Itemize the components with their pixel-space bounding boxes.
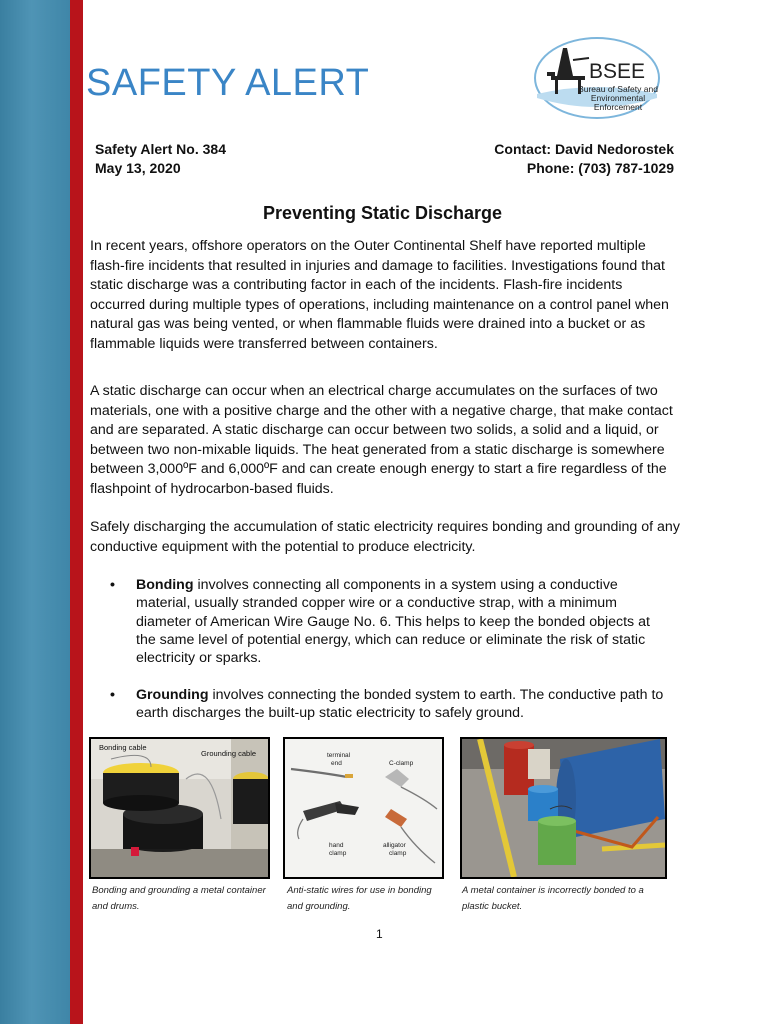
svg-text:Enforcement: Enforcement <box>593 102 643 112</box>
svg-text:C-clamp: C-clamp <box>389 760 414 767</box>
alert-meta-right <box>462 140 674 178</box>
bsee-logo <box>533 36 661 120</box>
figure-caption: A metal container is incorrectly bonded to a plastic bucket. <box>462 885 644 912</box>
page-number: 1 <box>376 927 383 941</box>
bullet-body: involves connecting all components in a system using a conductive material, usually stranded copper wire or a conductive strap, with a minimum diameter of American Wire Gauge No. 6. This helps to keep the bonded objects at the same level of potential energy, which can reduce or eliminate the risk of static electricity or sparks. <box>136 577 650 667</box>
contact-phone: Phone: (703) 787-1029 <box>526 160 674 176</box>
svg-text:end: end <box>331 760 342 767</box>
alert-number: Safety Alert No. 384 <box>95 141 226 157</box>
svg-text:hand: hand <box>329 842 344 849</box>
figure-caption: Bonding and grounding a metal container and drums. <box>92 885 266 912</box>
alert-date: May 13, 2020 <box>95 160 181 176</box>
figure-caption: Anti-static wires for use in bonding and grounding. <box>287 885 432 912</box>
document-title: SAFETY ALERT <box>86 62 370 104</box>
bullet-body: involves connecting the bonded system to earth. The conductive path to earth discharges the built-up static electricity to safely ground. <box>136 687 664 722</box>
sidebar-red-stripe <box>70 0 83 1024</box>
alert-meta-left <box>95 140 226 178</box>
bullet-bonding <box>110 576 670 667</box>
sidebar-blue-band <box>0 0 70 1024</box>
svg-text:Grounding cable: Grounding cable <box>201 749 257 758</box>
paragraph-static-discharge: A static discharge can occur when an electrical charge accumulates on the surfaces of two materials, one with a positive charge and the other with a negative charge, that make contact and are separated. A static discharge can occur between two solids, a solid and a liquid, or between two non-mixable liquids. The heat generated from a static discharge is somewhere between 3,000ºF and 6,000ºF and can create enough energy to start a fire regardless of the flashpoint of hydrocarbon-based fluids. <box>90 383 673 497</box>
svg-text:alligator: alligator <box>383 842 406 849</box>
section-heading: Preventing Static Discharge <box>262 203 503 223</box>
bullet-dot: • <box>110 687 115 703</box>
bullet-dot: • <box>110 577 115 593</box>
photo-incorrect-bonding <box>460 737 667 879</box>
bullet-term: Bonding <box>136 577 194 593</box>
svg-text:terminal: terminal <box>327 752 351 759</box>
photo-antistatic-wires <box>283 737 444 879</box>
photo-bonding-drums <box>89 737 270 879</box>
paragraph-discharging: Safely discharging the accumulation of static electricity requires bonding and grounding of any conductive equipment with the potential to produce electricity. <box>90 519 680 555</box>
svg-text:Bureau of Safety and: Bureau of Safety and <box>578 84 658 94</box>
svg-text:clamp: clamp <box>329 850 347 857</box>
svg-text:BSEE: BSEE <box>589 60 646 83</box>
bullet-grounding <box>110 686 670 723</box>
bullet-term: Grounding <box>136 687 209 703</box>
paragraph-intro: In recent years, offshore operators on the Outer Continental Shelf have reported multiple flash-fire incidents that resulted in injuries and damage to facilities. Investigations found that static discharge was a contributing factor in each of the incidents. Flash-fire incidents occurred during multiple types of operations, including maintenance on a control panel when natural gas was being vented, or when flammable fluids were drained into a bucket or as flammable liquids were transferred between containers. <box>90 238 669 352</box>
contact-name: Contact: David Nedorostek <box>494 141 674 157</box>
svg-text:Bonding cable: Bonding cable <box>99 743 147 752</box>
svg-text:clamp: clamp <box>389 850 407 857</box>
svg-text:Environmental: Environmental <box>590 93 646 103</box>
